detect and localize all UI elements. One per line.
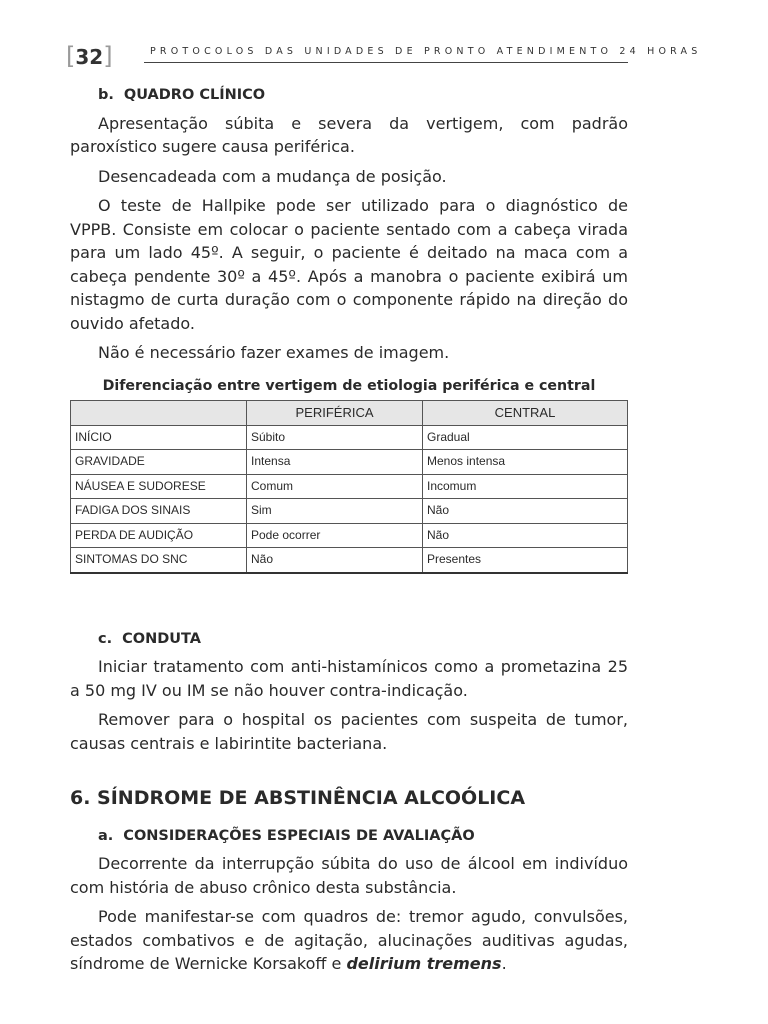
table-cell: PERDA DE AUDIÇÃO	[71, 523, 247, 548]
table-cell: FADIGA DOS SINAIS	[71, 499, 247, 524]
table-row	[71, 523, 628, 548]
table-cell: SINTOMAS DO SNC	[71, 548, 247, 573]
table-cell: GRAVIDADE	[71, 450, 247, 475]
paragraph-text: Pode manifestar-se com quadros de: tremor agudo, convulsões, estados combativos e de agitação, alucinações auditivas agudas, síndrome de Wernicke Korsakoff e	[70, 907, 628, 973]
bracket-left-icon: [	[66, 42, 76, 70]
table-cell: Não	[247, 548, 423, 573]
table-cell: Não	[423, 499, 628, 524]
table-cell: INÍCIO	[71, 425, 247, 450]
paragraph: O teste de Hallpike pode ser utilizado para o diagnóstico de VPPB. Consiste em colocar o paciente sentado com a cabeça virada para um lado 45º. A seguir, o paciente é deitado na maca com a cabeça pendente 30º a 45º. Após a manobra o paciente exibirá um nistagmo de curta duração com o componente rápido na direção do ouvido afetado.	[70, 196, 628, 333]
page-content	[70, 84, 628, 982]
page-header	[66, 42, 702, 72]
table-cell: NÁUSEA E SUDORESE	[71, 474, 247, 499]
header-rule	[144, 62, 628, 63]
chapter-title: 6. SÍNDROME DE ABSTINÊNCIA ALCOÓLICA	[70, 787, 526, 809]
table-header-row	[71, 401, 628, 426]
table-cell: Incomum	[423, 474, 628, 499]
table-caption: Diferenciação entre vertigem de etiologia periférica e central	[102, 377, 596, 394]
running-title: PROTOCOLOS DAS UNIDADES DE PRONTO ATENDIMENTO 24 HORAS	[150, 46, 702, 57]
paragraph: Não é necessário fazer exames de imagem.	[98, 343, 450, 362]
bracket-right-icon: ]	[103, 42, 113, 70]
vertigo-table	[70, 400, 628, 574]
paragraph: Apresentação súbita e severa da vertigem, com padrão paroxístico sugere causa periférica.	[70, 113, 628, 156]
table-cell: Pode ocorrer	[247, 523, 423, 548]
table-row	[71, 425, 628, 450]
emphasis-text: delirium tremens	[346, 954, 502, 973]
section-a-title: CONSIDERAÇÕES ESPECIAIS DE AVALIAÇÃO	[123, 827, 475, 844]
table-cell: Intensa	[247, 450, 423, 475]
paragraph: Iniciar tratamento com anti-histamínicos como a prometazina 25 a 50 mg IV ou IM se não houver contra-indicação.	[70, 657, 628, 700]
table-cell: Comum	[247, 474, 423, 499]
table-cell: Presentes	[423, 548, 628, 573]
section-b-label: b.	[98, 87, 114, 103]
table-header-cell: CENTRAL	[423, 401, 628, 426]
section-c-title: CONDUTA	[122, 630, 202, 647]
table-cell: Não	[423, 523, 628, 548]
section-b-heading	[98, 84, 628, 108]
section-c-heading	[98, 628, 628, 652]
table-row	[71, 499, 628, 524]
paragraph-end: .	[501, 954, 507, 973]
table-row	[71, 450, 628, 475]
table-cell: Gradual	[423, 425, 628, 450]
page-number	[66, 42, 113, 70]
table-row	[71, 548, 628, 573]
table-row	[71, 474, 628, 499]
section-c-label: c.	[98, 630, 113, 647]
table-cell: Sim	[247, 499, 423, 524]
table-cell: Súbito	[247, 425, 423, 450]
section-a-label: a.	[98, 827, 114, 844]
section-b-title: QUADRO CLÍNICO	[123, 87, 266, 103]
paragraph: Decorrente da interrupção súbita do uso de álcool em indivíduo com história de abuso crônico desta substância.	[70, 854, 628, 897]
paragraph	[70, 905, 628, 976]
paragraph: Remover para o hospital os pacientes com suspeita de tumor, causas centrais e labirintite bacteriana.	[70, 710, 628, 753]
paragraph: Desencadeada com a mudança de posição.	[98, 166, 447, 186]
page-number-value: 32	[75, 45, 104, 69]
section-a-heading	[98, 825, 628, 849]
table-cell: Menos intensa	[423, 450, 628, 475]
table-header-cell: PERIFÉRICA	[247, 401, 423, 426]
table-header-cell	[71, 401, 247, 426]
